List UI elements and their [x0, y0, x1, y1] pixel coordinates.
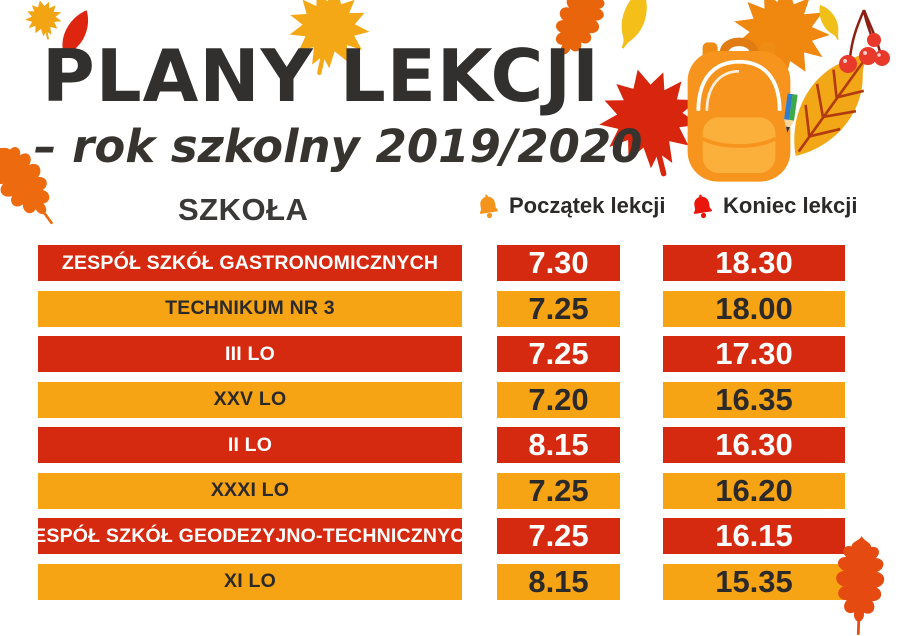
table-row [0, 245, 900, 281]
berries-icon [826, 8, 898, 94]
start-time-cell [497, 427, 620, 463]
school-name-cell [38, 245, 462, 281]
school-name-cell [38, 291, 462, 327]
school-name-cell [38, 336, 462, 372]
school-name-cell [38, 473, 462, 509]
school-name: II LO [227, 433, 273, 456]
start-time: 7.25 [528, 472, 589, 508]
school-name-cell [38, 427, 462, 463]
table-row [0, 336, 900, 372]
page-title: PLANY LEKCJI [42, 34, 600, 118]
end-time: 16.35 [715, 381, 793, 417]
table-row [0, 291, 900, 327]
end-time: 16.30 [715, 427, 793, 462]
start-time-cell [497, 336, 620, 372]
start-time-cell [497, 291, 620, 327]
school-name: ZESPÓŁ SZKÓŁ GEODEZYJNO-TECHNICZNYCH [21, 524, 479, 547]
school-name: TECHNIKUM NR 3 [165, 297, 335, 319]
end-time-cell [663, 291, 845, 327]
start-time-cell [497, 518, 620, 554]
end-time: 18.00 [715, 290, 793, 326]
end-time-cell [663, 473, 845, 509]
page-subtitle: – rok szkolny 2019/2020 [34, 120, 643, 173]
start-time: 7.25 [528, 336, 589, 371]
legend-start [476, 191, 666, 221]
school-name: XXXI LO [210, 479, 290, 501]
column-header-school: SZKOŁA [178, 192, 309, 227]
legend-end-label: Koniec lekcji [723, 193, 858, 218]
table-row [0, 564, 900, 600]
end-time-cell [663, 336, 845, 372]
end-time: 17.30 [715, 336, 793, 371]
end-time: 16.15 [715, 518, 793, 553]
legend-end [690, 191, 858, 221]
school-name: XI LO [224, 570, 276, 592]
start-time-cell [497, 382, 620, 418]
legend-start-label: Początek lekcji [509, 193, 666, 218]
start-time: 7.30 [528, 245, 589, 280]
schedule-table-rows [0, 245, 900, 609]
start-time-cell [497, 245, 620, 281]
school-name-cell [38, 564, 462, 600]
start-time: 7.25 [528, 290, 589, 326]
start-time: 7.25 [528, 518, 589, 553]
school-name-cell [38, 382, 462, 418]
end-time: 15.35 [715, 563, 793, 599]
start-time: 7.20 [528, 381, 589, 417]
end-time: 16.20 [715, 472, 793, 508]
oak-leaf-icon [826, 533, 894, 636]
end-time-cell [663, 427, 845, 463]
start-time-cell [497, 564, 620, 600]
end-time-cell [663, 245, 845, 281]
end-time-cell [663, 564, 845, 600]
school-name: ZESPÓŁ SZKÓŁ GASTRONOMICZNYCH [61, 251, 439, 274]
table-row [0, 427, 900, 463]
table-row [0, 382, 900, 418]
end-time: 18.30 [715, 245, 793, 280]
table-row [0, 473, 900, 509]
end-time-cell [663, 518, 845, 554]
start-time: 8.15 [528, 427, 589, 462]
start-time: 8.15 [528, 563, 589, 599]
table-row [0, 518, 900, 554]
end-time-cell [663, 382, 845, 418]
bell-icon [688, 189, 716, 222]
school-name-cell [21, 518, 479, 554]
bell-icon [474, 189, 502, 222]
school-name: XXV LO [213, 388, 287, 410]
school-name: III LO [225, 342, 275, 365]
start-time-cell [497, 473, 620, 509]
